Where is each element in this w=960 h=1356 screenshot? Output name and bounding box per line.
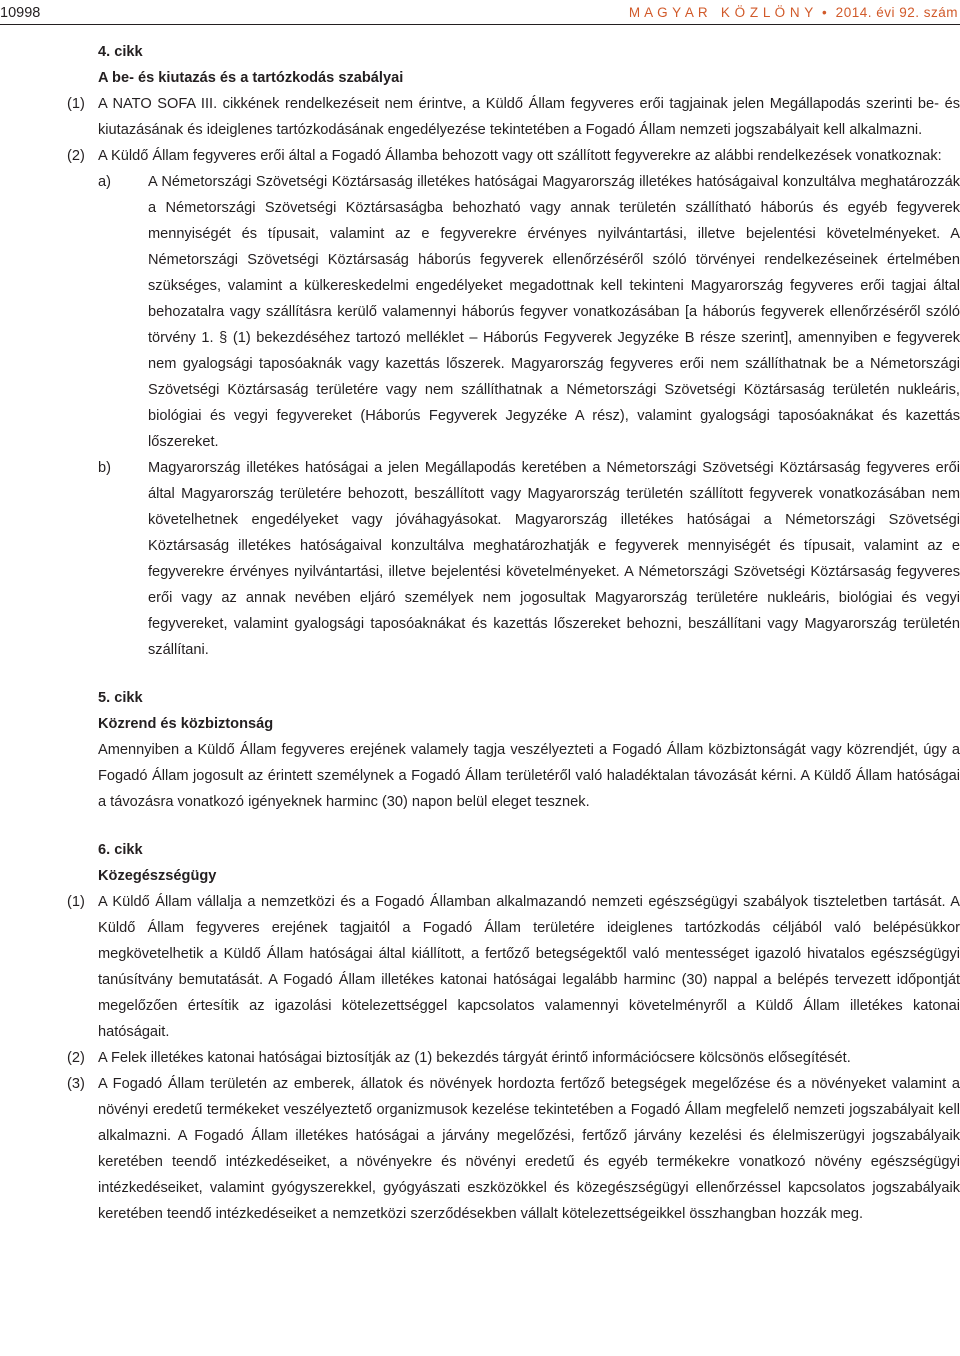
paragraph-label: (1): [67, 894, 85, 910]
paragraph-text: A NATO SOFA III. cikkének rendelkezéseit nem érintve, a Küldő Állam fegyveres erői tagjainak jelen Megállapodás szerinti be- és kiutazásának és ideiglenes tartózkodásának engedélyezése tekintetében a Fogadó Állam nemzeti jogszabályait kell alkalmazni.: [98, 96, 960, 138]
article-5-number: 5. cikk: [98, 690, 143, 706]
paragraph-label: (2): [67, 1050, 85, 1066]
page-header: [0, 0, 960, 28]
article-4-title: A be- és kiutazás és a tartózkodás szabályai: [98, 70, 404, 86]
point-label: a): [98, 174, 111, 190]
article-4-paragraph-1: [0, 91, 960, 143]
article-5-text: [0, 737, 960, 815]
point-text: Magyarország illetékes hatóságai a jelen Megállapodás keretében a Németországi Szövetségi Köztársaság fegyveres erői által Magyarország területére behozott, beszállított vagy Magyarország területén szállított fegyverek vonatkozásában nem követelhetnek engedélyeket vagy jóváhagyásokat. Magyarország illetékes hatóságai a Németországi Szövetségi Köztársaság illetékes hatóságaival konzultálva meghatározhatják e fegyverek mennyiségét és típusait, valamint az e fegyverekre érvényes nyilvántartási, illetve bejelentési követelményeket. A Németországi Szövetségi Köztársaság fegyveres erői vagy az annak nevében eljáró személyek nem jogosultak Magyarország területére nukleáris, biológiai és vegyi fegyvereket, valamint gyalogsági taposóaknákat és kazettás lőszereket behozni, beszállítani vagy Magyarország területén szállítani.: [148, 460, 960, 658]
article-4-point-a: [0, 169, 960, 455]
article-4-point-b: [0, 455, 960, 663]
header-rule: [0, 24, 960, 25]
paragraph-text: A Felek illetékes katonai hatóságai biztosítják az (1) bekezdés tárgyát érintő információcsere kölcsönös elősegítését.: [98, 1050, 851, 1066]
paragraph-label: (1): [67, 96, 85, 112]
article-5-title: Közrend és közbiztonság: [98, 716, 274, 732]
article-6-title: Közegészségügy: [98, 868, 217, 884]
article-6-paragraph-3: [0, 1071, 960, 1227]
point-text: A Németországi Szövetségi Köztársaság illetékes hatóságai Magyarország illetékes hatóságaival konzultálva meghatározzák a Németországi Szövetségi Köztársaságba behozható vagy annak területén szállítható háborús és egyéb fegyverek mennyiségét és típusait, valamint az e fegyverekre érvényes nyilvántartási, illetve bejelentési követelményeket. A Németországi Szövetségi Köztársaság háborús fegyverek ellenőrzéséről szóló törvényei rendelkezéseinek értelmében szükséges, valamint a külkereskedelmi engedélyeket megadottnak kell tekinteni Magyarország fegyveres erői tagjai által behozatalra vagy szállításra kerülő valamennyi háborús fegyver vonatkozásában [a háborús fegyverek ellenőrzéséről szóló törvény 1. § (1) bekezdéséhez tartozó melléklet – Háborús Fegyverek Jegyzéke B része szerint], amennyiben e fegyverek nem gyalogsági taposóaknák vagy kazettás lőszerek. Magyarország fegyveres erői nem szállíthatnak be a Németországi Szövetségi Köztársaság területére vagy nem szállíthatnak a Németországi Szövetségi Köztársaság területén nukleáris, biológiai és vegyi fegyvereket (Háborús Fegyverek Jegyzéke A rész), valamint gyalogsági taposóaknákat és kazettás lőszereket.: [148, 174, 960, 450]
point-label: b): [98, 460, 111, 476]
article-6-paragraph-1: [0, 889, 960, 1045]
article-4-paragraph-2: [0, 143, 960, 169]
paragraph-label: (2): [67, 148, 85, 164]
document-body: [0, 39, 960, 1227]
article-6-number: 6. cikk: [98, 842, 143, 858]
paragraph-text: A Küldő Állam vállalja a nemzetközi és a Fogadó Államban alkalmazandó nemzeti egészségügyi szabályok tiszteletben tartását. A Küldő Állam fegyveres erejének tagjaitól a Fogadó Állam területére ideiglenes tartózkodás céljából való belépésükkor megkövetelhetik a Küldő Állam hatóságai által kiállított, a fertőző betegségektől való mentességet igazoló hivatalos egészségügyi tanúsítvány bemutatását. A Fogadó Állam illetékes katonai hatóságai legalább harminc (30) nappal a belépés tervezett időpontját megelőzően értesítik az igazolási kötelezettséggel kapcsolatos valamennyi követelményről a Küldő Állam illetékes katonai hatóságait.: [98, 894, 960, 1040]
article-4-number: 4. cikk: [98, 44, 143, 60]
paragraph-text: A Küldő Állam fegyveres erői által a Fogadó Államba behozott vagy ott szállított fegyverekre az alábbi rendelkezések vonatkoznak:: [98, 148, 942, 164]
article-6-paragraph-2: [0, 1045, 960, 1071]
page-number: 10998: [0, 5, 41, 21]
paragraph-label: (3): [67, 1076, 85, 1092]
paragraph-text: Amennyiben a Küldő Állam fegyveres erejének valamely tagja veszélyezteti a Fogadó Állam közbiztonságát vagy közrendjét, úgy a Fogadó Állam jogosult az érintett személynek a Fogadó Állam területéről való haladéktalan távozását kérni. A Küldő Állam hatóságai a távozásra vonatkozó igényeknek harminc (30) napon belül eleget tesznek.: [98, 742, 960, 810]
journal-title: M A G Y A R K Ö Z L Ö N Y • 2014. évi 92. szám: [628, 5, 958, 20]
paragraph-text: A Fogadó Állam területén az emberek, állatok és növények hordozta fertőző betegségek megelőzése és a növényeket valamint a növényi eredetű termékeket veszélyeztető organizmusok kezelése tekintetében a Fogadó Állam megfelelő nemzeti jogszabályait kell alkalmazni. A Fogadó Állam illetékes hatóságai a járvány megelőzési, fertőző járvány kezelési és élelmiszerügyi jogszabályaik keretében teendő intézkedéseiket, a növényekre és növényi eredetű és egyéb termékekre vonatkozó növény egészségügyi intézkedéseiket, valamint gyógyszerekkel, gyógyászati eszközökkel és közegészségügyi ellenőrzéssel kapcsolatos jogszabályaik keretében teendő intézkedéseiket a nemzetközi szerződésekben vállalt kötelezettségeikkel összhangban hozzák meg.: [98, 1076, 960, 1222]
